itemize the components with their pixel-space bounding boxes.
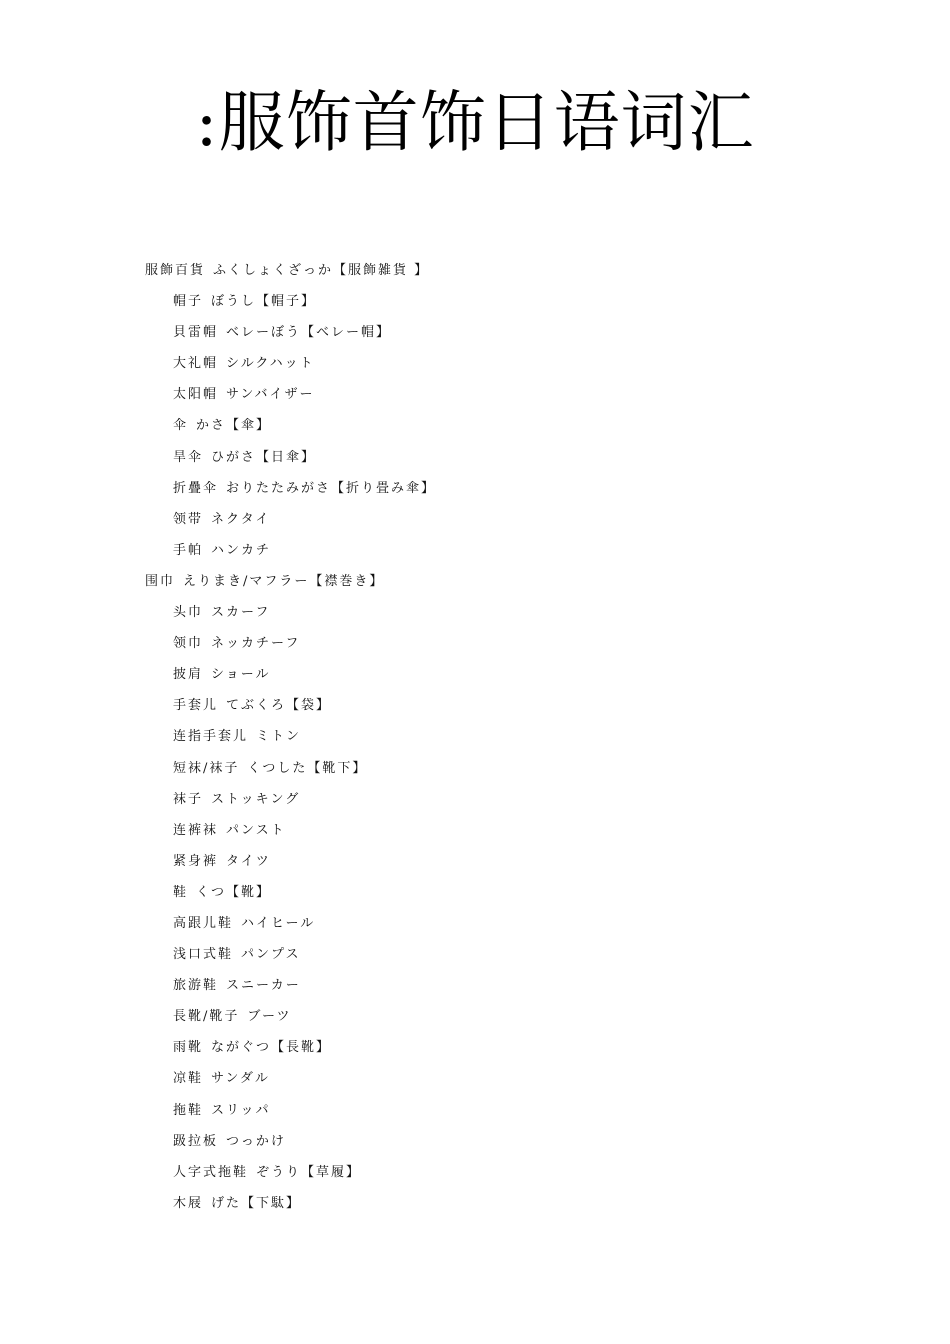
japanese-term: げた【下駄】 <box>211 1195 302 1211</box>
chinese-term: 凉鞋 <box>173 1071 204 1087</box>
chinese-term: 旱伞 <box>173 449 204 465</box>
vocab-entry <box>145 255 845 286</box>
japanese-term: シルクハット <box>226 356 315 372</box>
vocab-entry <box>145 1188 845 1219</box>
vocab-entry <box>145 473 845 504</box>
vocab-entry <box>145 597 845 628</box>
chinese-term: 長靴/靴子 <box>173 1009 240 1025</box>
chinese-term: 人字式拖鞋 <box>173 1164 249 1180</box>
chinese-term: 鞋 <box>173 884 189 900</box>
chinese-term: 雨靴 <box>173 1040 204 1056</box>
vocab-entry <box>145 1032 845 1063</box>
chinese-term: 连裤袜 <box>173 822 219 838</box>
vocab-entry <box>145 690 845 721</box>
japanese-term: ぞうり【草履】 <box>256 1164 362 1180</box>
page-title: :服饰首饰日语词汇 <box>195 84 755 161</box>
chinese-term: 太阳帽 <box>173 387 219 403</box>
japanese-term: ぼうし【帽子】 <box>211 294 317 310</box>
vocab-entry <box>145 908 845 939</box>
vocab-entry <box>145 317 845 348</box>
japanese-term: ベレーぼう【ベレー帽】 <box>226 325 392 341</box>
japanese-term: ハイヒール <box>241 915 316 931</box>
vocab-entry <box>145 721 845 752</box>
vocab-entry <box>145 410 845 441</box>
vocab-entry <box>145 784 845 815</box>
vocab-entry <box>145 286 845 317</box>
chinese-term: 领带 <box>173 511 204 527</box>
chinese-term: 帽子 <box>173 294 204 310</box>
japanese-term: ふくしょくざっか【服飾雑貨 】 <box>213 263 430 278</box>
vocab-entry <box>145 877 845 908</box>
chinese-term: 高跟儿鞋 <box>173 915 234 931</box>
chinese-term: 手帕 <box>173 542 204 558</box>
chinese-term: 服飾百貨 <box>145 263 206 278</box>
japanese-term: ネッカチーフ <box>211 636 301 652</box>
vocab-entry <box>145 535 845 566</box>
chinese-term: 紧身裤 <box>173 853 219 869</box>
chinese-term: 大礼帽 <box>173 356 219 372</box>
vocabulary-list <box>145 255 845 1219</box>
japanese-term: ミトン <box>256 729 302 745</box>
japanese-term: スニーカー <box>226 978 301 994</box>
vocab-entry <box>145 970 845 1001</box>
japanese-term: くつ【靴】 <box>196 884 272 900</box>
japanese-term: パンスト <box>226 822 286 838</box>
japanese-term: くつした【靴下】 <box>247 760 368 776</box>
chinese-term: 手套儿 <box>173 698 219 714</box>
chinese-term: 貝雷帽 <box>173 325 219 341</box>
chinese-term: 短袜/袜子 <box>173 760 240 776</box>
japanese-term: ブーツ <box>247 1009 292 1025</box>
japanese-term: ハンカチ <box>211 542 272 558</box>
vocab-entry <box>145 1001 845 1032</box>
vocab-entry <box>145 379 845 410</box>
vocab-entry <box>145 1095 845 1126</box>
japanese-term: かさ【傘】 <box>196 418 272 434</box>
vocab-entry <box>145 846 845 877</box>
vocab-entry <box>145 348 845 379</box>
japanese-term: ネクタイ <box>211 511 271 527</box>
japanese-term: ひがさ【日傘】 <box>211 449 317 465</box>
japanese-term: サンバイザー <box>226 387 315 403</box>
vocab-entry <box>145 1157 845 1188</box>
japanese-term: スリッパ <box>211 1102 271 1118</box>
vocab-entry <box>145 442 845 473</box>
chinese-term: 领巾 <box>173 636 204 652</box>
chinese-term: 趿拉板 <box>173 1133 219 1149</box>
japanese-term: スカーフ <box>211 605 271 621</box>
vocab-entry <box>145 1063 845 1094</box>
chinese-term: 木屐 <box>173 1195 204 1211</box>
japanese-term: えりまき/マフラー【襟巻き】 <box>183 573 385 589</box>
vocab-entry <box>145 659 845 690</box>
japanese-term: ショール <box>211 667 271 683</box>
japanese-term: サンダル <box>211 1071 270 1087</box>
japanese-term: ストッキング <box>211 791 301 807</box>
japanese-term: パンプス <box>241 947 301 963</box>
chinese-term: 浅口式鞋 <box>173 947 234 963</box>
japanese-term: おりたたみがさ【折り畳み傘】 <box>226 480 437 496</box>
vocab-entry <box>145 504 845 535</box>
vocab-entry <box>145 628 845 659</box>
chinese-term: 披肩 <box>173 667 204 683</box>
chinese-term: 伞 <box>173 418 189 434</box>
japanese-term: てぶくろ【袋】 <box>226 698 332 714</box>
vocab-entry <box>145 815 845 846</box>
japanese-term: ながぐつ【長靴】 <box>211 1040 332 1056</box>
chinese-term: 拖鞋 <box>173 1102 204 1118</box>
vocab-entry <box>145 939 845 970</box>
chinese-term: 袜子 <box>173 791 204 807</box>
chinese-term: 旅游鞋 <box>173 978 219 994</box>
chinese-term: 折疊伞 <box>173 480 219 496</box>
chinese-term: 连指手套儿 <box>173 729 249 745</box>
vocab-entry <box>145 566 845 597</box>
chinese-term: 围巾 <box>145 573 176 589</box>
vocab-entry <box>145 1126 845 1157</box>
japanese-term: タイツ <box>226 853 271 869</box>
japanese-term: つっかけ <box>226 1133 286 1149</box>
vocab-entry <box>145 753 845 784</box>
chinese-term: 头巾 <box>173 605 204 621</box>
